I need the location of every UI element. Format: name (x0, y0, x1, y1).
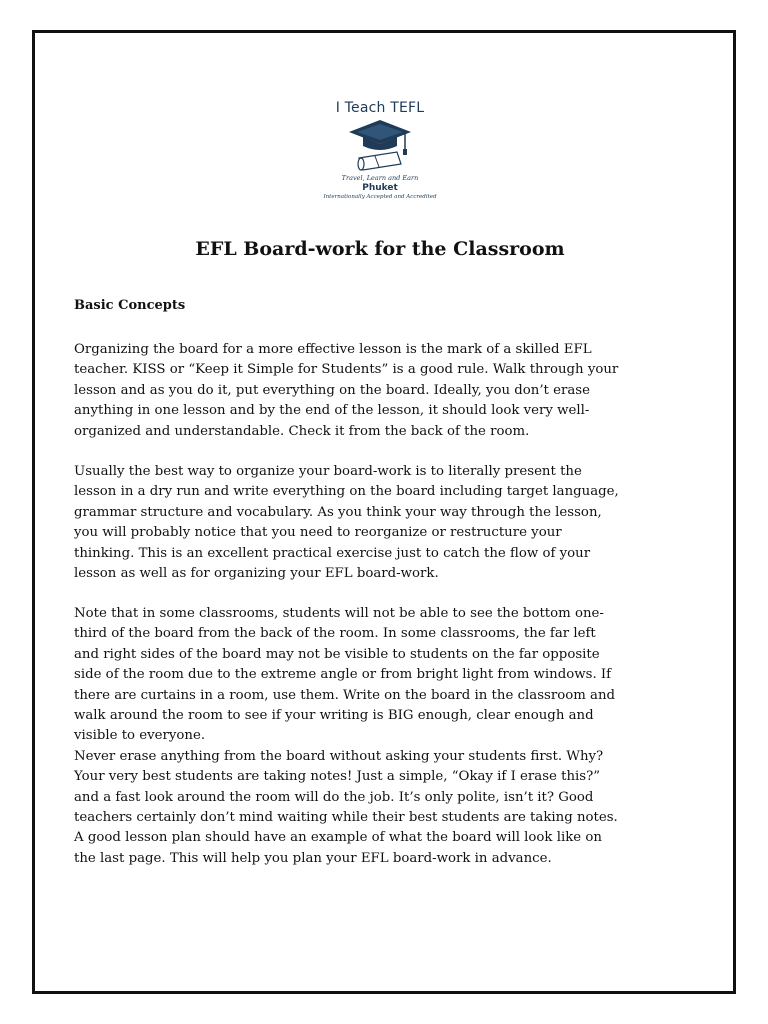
logo-place: Phuket (362, 183, 398, 193)
paragraph: Organizing the board for a more effective lesson is the mark of a skilled EFL teacher. KISS or “Keep it Simple for Students” is a good rule. Walk through your lesson and as you do it, put everything on the board. Ideally, you don’t erase anything in one lesson and by the end of the lesson, it should look very well- organized and understandable. Check it from the back of the room. (74, 342, 619, 439)
graduation-cap-icon (345, 118, 415, 172)
logo-accreditation: Internationally Accepted and Accredited (323, 194, 437, 200)
document-title: EFL Board-work for the Classroom (195, 238, 565, 260)
logo-name: I Teach TEFL (335, 100, 425, 116)
diploma-scroll-icon (358, 152, 401, 170)
logo (248, 92, 512, 226)
section-heading: Basic Concepts (74, 298, 186, 313)
paragraph: Usually the best way to organize your board-work is to literally present the lesson in a dry run and write everything on the board including target language, grammar structure and vocabulary. As you think your way through the lesson, you will probably notice that you need to reorganize or restructure your thinking. This is an excellent practical exercise just to catch the flow of your lesson as well as for organizing your EFL board-work. (74, 464, 619, 582)
logo-tagline: Travel, Learn and Earn (341, 174, 419, 182)
paragraph: Note that in some classrooms, students will not be able to see the bottom one- third of the board from the back of the room. In some classrooms, the far left and right sides of the board may not be visible to students on the far opposite side of the room due to the extreme angle or from bright light from windows. If there are curtains in a room, use them. Write on the board in the classroom and walk around the room to see if your writing is BIG enough, clear enough and visible to everyone. Never erase anything from the board without asking your students first. Why? Your very best students are taking notes! Just a simple, “Okay if I erase this?” and a fast look around the room will do the job. It’s only polite, isn’t it? Good teachers certainly don’t mind waiting while their best students are taking notes. A good lesson plan should have an example of what the board will look like on the last page. This will help you plan your EFL board-work in advance. (74, 606, 618, 866)
